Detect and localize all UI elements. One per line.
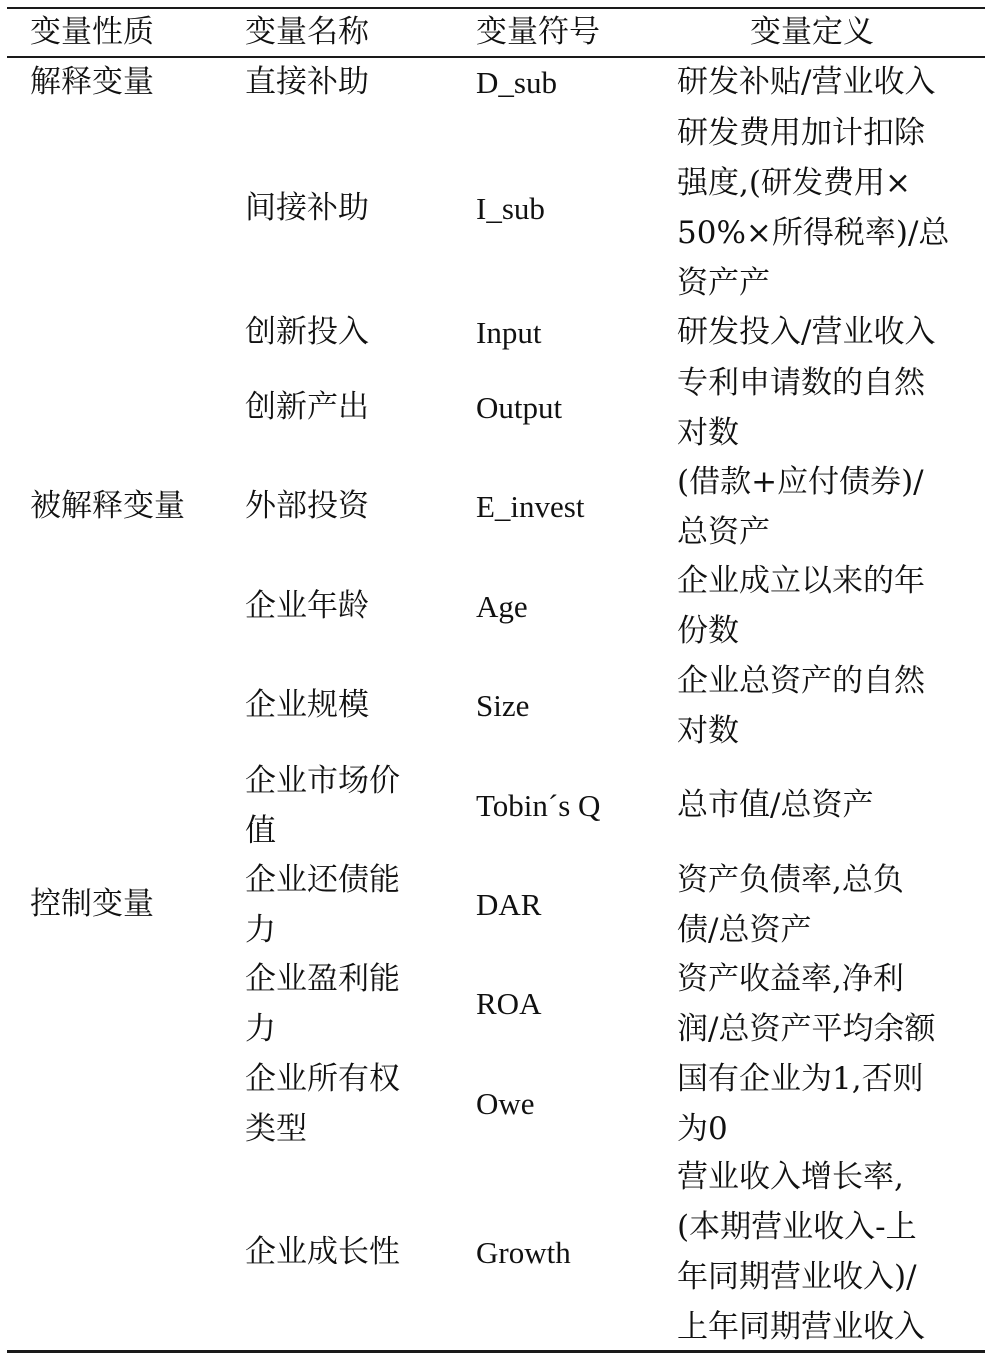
definition-line: 强度,(研发费用× [677, 165, 911, 201]
row-name [245, 1054, 400, 1154]
group-explanatory: 解释变量 [30, 64, 154, 100]
name-line: 企业市场价 [245, 763, 400, 799]
row-definition: 研发补贴/营业收入 [677, 64, 936, 100]
row-symbol: I_sub [476, 191, 545, 226]
row-symbol: Owe [476, 1086, 535, 1121]
row-definition [677, 1152, 925, 1352]
row-name [245, 756, 400, 856]
name-line: 类型 [245, 1111, 307, 1147]
definition-line: 债/总资产 [677, 912, 812, 948]
name-line: 值 [245, 813, 276, 849]
definition-line: 研发费用加计扣除 [677, 115, 925, 151]
row-definition [677, 108, 949, 308]
row-name: 直接补助 [245, 64, 369, 100]
name-line: 企业所有权 [245, 1061, 400, 1097]
definition-line: 份数 [677, 613, 739, 649]
definition-line: 资产产 [677, 265, 770, 301]
row-symbol: D_sub [476, 65, 557, 100]
row-name: 企业成长性 [245, 1234, 400, 1270]
row-name: 创新产出 [245, 389, 369, 425]
definition-line: 专利申请数的自然 [677, 365, 925, 401]
name-line: 企业还债能 [245, 862, 400, 898]
definition-line: 资产收益率,净利 [677, 961, 904, 997]
row-definition: 总市值/总资产 [677, 787, 874, 823]
definition-line: 润/总资产平均余额 [677, 1011, 936, 1047]
definition-line: 50%×所得税率)/总 [677, 215, 950, 251]
definition-line: 资产负债率,总负 [677, 862, 904, 898]
row-name: 企业规模 [245, 687, 369, 723]
name-line: 企业盈利能 [245, 961, 400, 997]
definition-line: (本期营业收入-上 [677, 1209, 917, 1245]
row-definition [677, 457, 924, 557]
definition-line: 为0 [677, 1111, 728, 1147]
definition-line: 企业总资产的自然 [677, 663, 925, 699]
definition-line: 营业收入增长率, [677, 1159, 904, 1195]
row-name: 外部投资 [245, 488, 369, 524]
header-variable-nature: 变量性质 [30, 14, 154, 50]
row-symbol: Input [476, 315, 542, 350]
row-definition [677, 656, 925, 756]
row-symbol: Age [476, 589, 528, 624]
definition-line: (借款+应付债券)/ [677, 464, 924, 500]
definition-line: 对数 [677, 415, 739, 451]
row-definition [677, 954, 935, 1054]
group-dependent: 被解释变量 [30, 488, 185, 524]
definition-line: 企业成立以来的年 [677, 563, 925, 599]
row-name: 企业年龄 [245, 588, 369, 624]
row-name: 创新投入 [245, 314, 369, 350]
row-name [245, 954, 400, 1054]
definition-line: 上年同期营业收入 [677, 1309, 925, 1345]
row-definition: 研发投入/营业收入 [677, 314, 936, 350]
row-definition [677, 556, 925, 656]
row-symbol: E_invest [476, 489, 585, 524]
row-symbol: DAR [476, 887, 542, 922]
row-symbol: ROA [476, 986, 542, 1021]
row-definition [677, 1054, 924, 1154]
definition-line: 年同期营业收入)/ [677, 1259, 917, 1295]
header-variable-definition: 变量定义 [750, 14, 874, 50]
row-definition [677, 358, 925, 458]
row-name: 间接补助 [245, 190, 369, 226]
row-definition [677, 855, 904, 955]
definition-line: 总资产 [677, 514, 770, 550]
name-line: 力 [245, 912, 276, 948]
row-name [245, 855, 400, 955]
definition-line: 对数 [677, 713, 739, 749]
header-variable-name: 变量名称 [245, 14, 369, 50]
group-control: 控制变量 [30, 886, 154, 922]
name-line: 力 [245, 1011, 276, 1047]
header-variable-symbol: 变量符号 [476, 14, 600, 50]
definition-line: 国有企业为1,否则 [677, 1061, 924, 1097]
row-symbol: Tobin´s Q [476, 788, 601, 823]
row-symbol: Size [476, 688, 530, 723]
row-symbol: Growth [476, 1235, 571, 1270]
row-symbol: Output [476, 390, 563, 425]
